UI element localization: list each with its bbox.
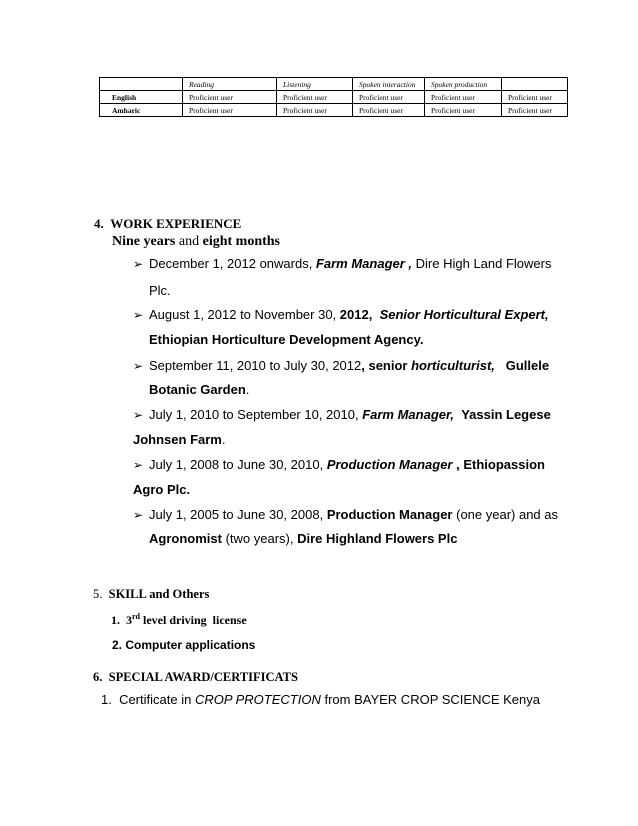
job-dates: July 1, 2010 to September 10, 2010, <box>149 407 363 422</box>
work-duration <box>112 234 280 250</box>
arrow-bullet-icon: ➢ <box>133 408 144 422</box>
job-entry <box>133 358 549 373</box>
table-cell: Proficient user <box>353 91 425 104</box>
punctuation: . <box>221 432 226 447</box>
job-continuation <box>149 382 249 397</box>
job-entry <box>133 457 545 472</box>
job-dates: December 1, 2012 onwards, <box>149 256 316 271</box>
job-employer: Agro Plc. <box>133 482 191 497</box>
table-cell: Amharic <box>100 104 183 117</box>
job-title: horticulturist, <box>411 358 495 373</box>
arrow-bullet-icon: ➢ <box>133 458 144 472</box>
table-header-cell: Spoken interaction <box>353 78 425 91</box>
job-continuation <box>133 432 225 447</box>
table-cell: Proficient user <box>353 104 425 117</box>
section-title: SKILL and Others <box>108 587 210 601</box>
arrow-bullet-icon: ➢ <box>133 359 144 373</box>
table-cell: Proficient user <box>425 91 502 104</box>
job-employer: Yassin Legese <box>461 407 551 422</box>
job-title: Farm Manager, <box>362 407 454 422</box>
cert-text: from BAYER CROP SCIENCE Kenya <box>320 692 540 707</box>
job-entry <box>133 256 551 271</box>
table-row <box>100 104 568 117</box>
skill-item-driving <box>111 612 247 628</box>
cert-subject: CROP PROTECTION <box>194 692 321 707</box>
arrow-bullet-icon: ➢ <box>133 508 144 522</box>
section-number: 5. <box>93 587 109 601</box>
job-title: Agronomist <box>149 531 222 546</box>
job-employer: Ethiopian Horticulture Development Agency. <box>149 332 424 347</box>
job-title-prefix: , senior <box>361 358 412 373</box>
job-dates: August 1, 2012 to November 30, <box>149 307 340 322</box>
table-cell: Proficient user <box>277 104 353 117</box>
job-employer: Botanic Garden <box>149 382 246 397</box>
table-header-row <box>100 78 568 91</box>
skill-superscript: rd <box>132 612 140 621</box>
table-header-cell: Spoken production <box>425 78 502 91</box>
work-experience-heading: 4. WORK EXPERIENCE <box>94 216 242 231</box>
skill-text: 1. 3 <box>111 613 132 627</box>
job-entry <box>133 307 549 322</box>
skills-heading <box>93 587 209 602</box>
job-dates: July 1, 2008 to June 30, 2010, <box>149 457 327 472</box>
job-employer: Johnsen Farm <box>133 432 222 447</box>
arrow-bullet-icon: ➢ <box>133 257 144 271</box>
job-continuation: Plc. <box>149 283 171 298</box>
job-entry <box>133 507 558 522</box>
duration-years: Nine years <box>112 234 176 249</box>
certificate-item <box>101 692 540 707</box>
table-row <box>100 91 568 104</box>
table-cell: Proficient user <box>502 91 568 104</box>
job-dates: July 1, 2005 to June 30, 2008, <box>149 507 327 522</box>
table-header-cell: Reading <box>183 78 277 91</box>
table-header-cell <box>100 78 183 91</box>
job-employer: , Ethiopassion <box>452 457 545 472</box>
table-cell: Proficient user <box>502 104 568 117</box>
table-cell: English <box>100 91 183 104</box>
table-cell: Proficient user <box>277 91 353 104</box>
job-entry <box>133 407 551 422</box>
job-dates: September 11, 2010 to July 30, 2012 <box>149 358 362 373</box>
punctuation: . <box>245 382 250 397</box>
job-employer: Dire Highland Flowers Plc <box>297 531 458 546</box>
job-title: Senior Horticultural Expert, <box>379 307 549 322</box>
language-skills-table <box>99 77 568 117</box>
job-title: Production Manager <box>326 457 453 472</box>
job-note: (one year) and as <box>452 507 559 522</box>
table-cell: Proficient user <box>183 91 277 104</box>
job-continuation <box>149 531 457 546</box>
table-cell: Proficient user <box>183 104 277 117</box>
job-year: 2012, <box>339 307 373 322</box>
table-header-cell: Listening <box>277 78 353 91</box>
cert-text: 1. Certificate in <box>101 692 195 707</box>
table-header-cell <box>502 78 568 91</box>
arrow-bullet-icon: ➢ <box>133 308 144 322</box>
skill-text: level driving license <box>140 613 247 627</box>
duration-and: and <box>175 234 203 249</box>
job-title: Farm Manager , <box>315 256 413 271</box>
job-employer: Dire High Land Flowers <box>412 256 552 271</box>
awards-heading: 6. SPECIAL AWARD/CERTIFICATS <box>93 670 298 684</box>
job-note: (two years), <box>221 531 298 546</box>
job-title: Production Manager <box>326 507 453 522</box>
duration-months: eight months <box>202 234 281 249</box>
skill-item-computer: 2. Computer applications <box>112 638 256 652</box>
table-cell: Proficient user <box>425 104 502 117</box>
job-employer: Gullele <box>505 358 550 373</box>
